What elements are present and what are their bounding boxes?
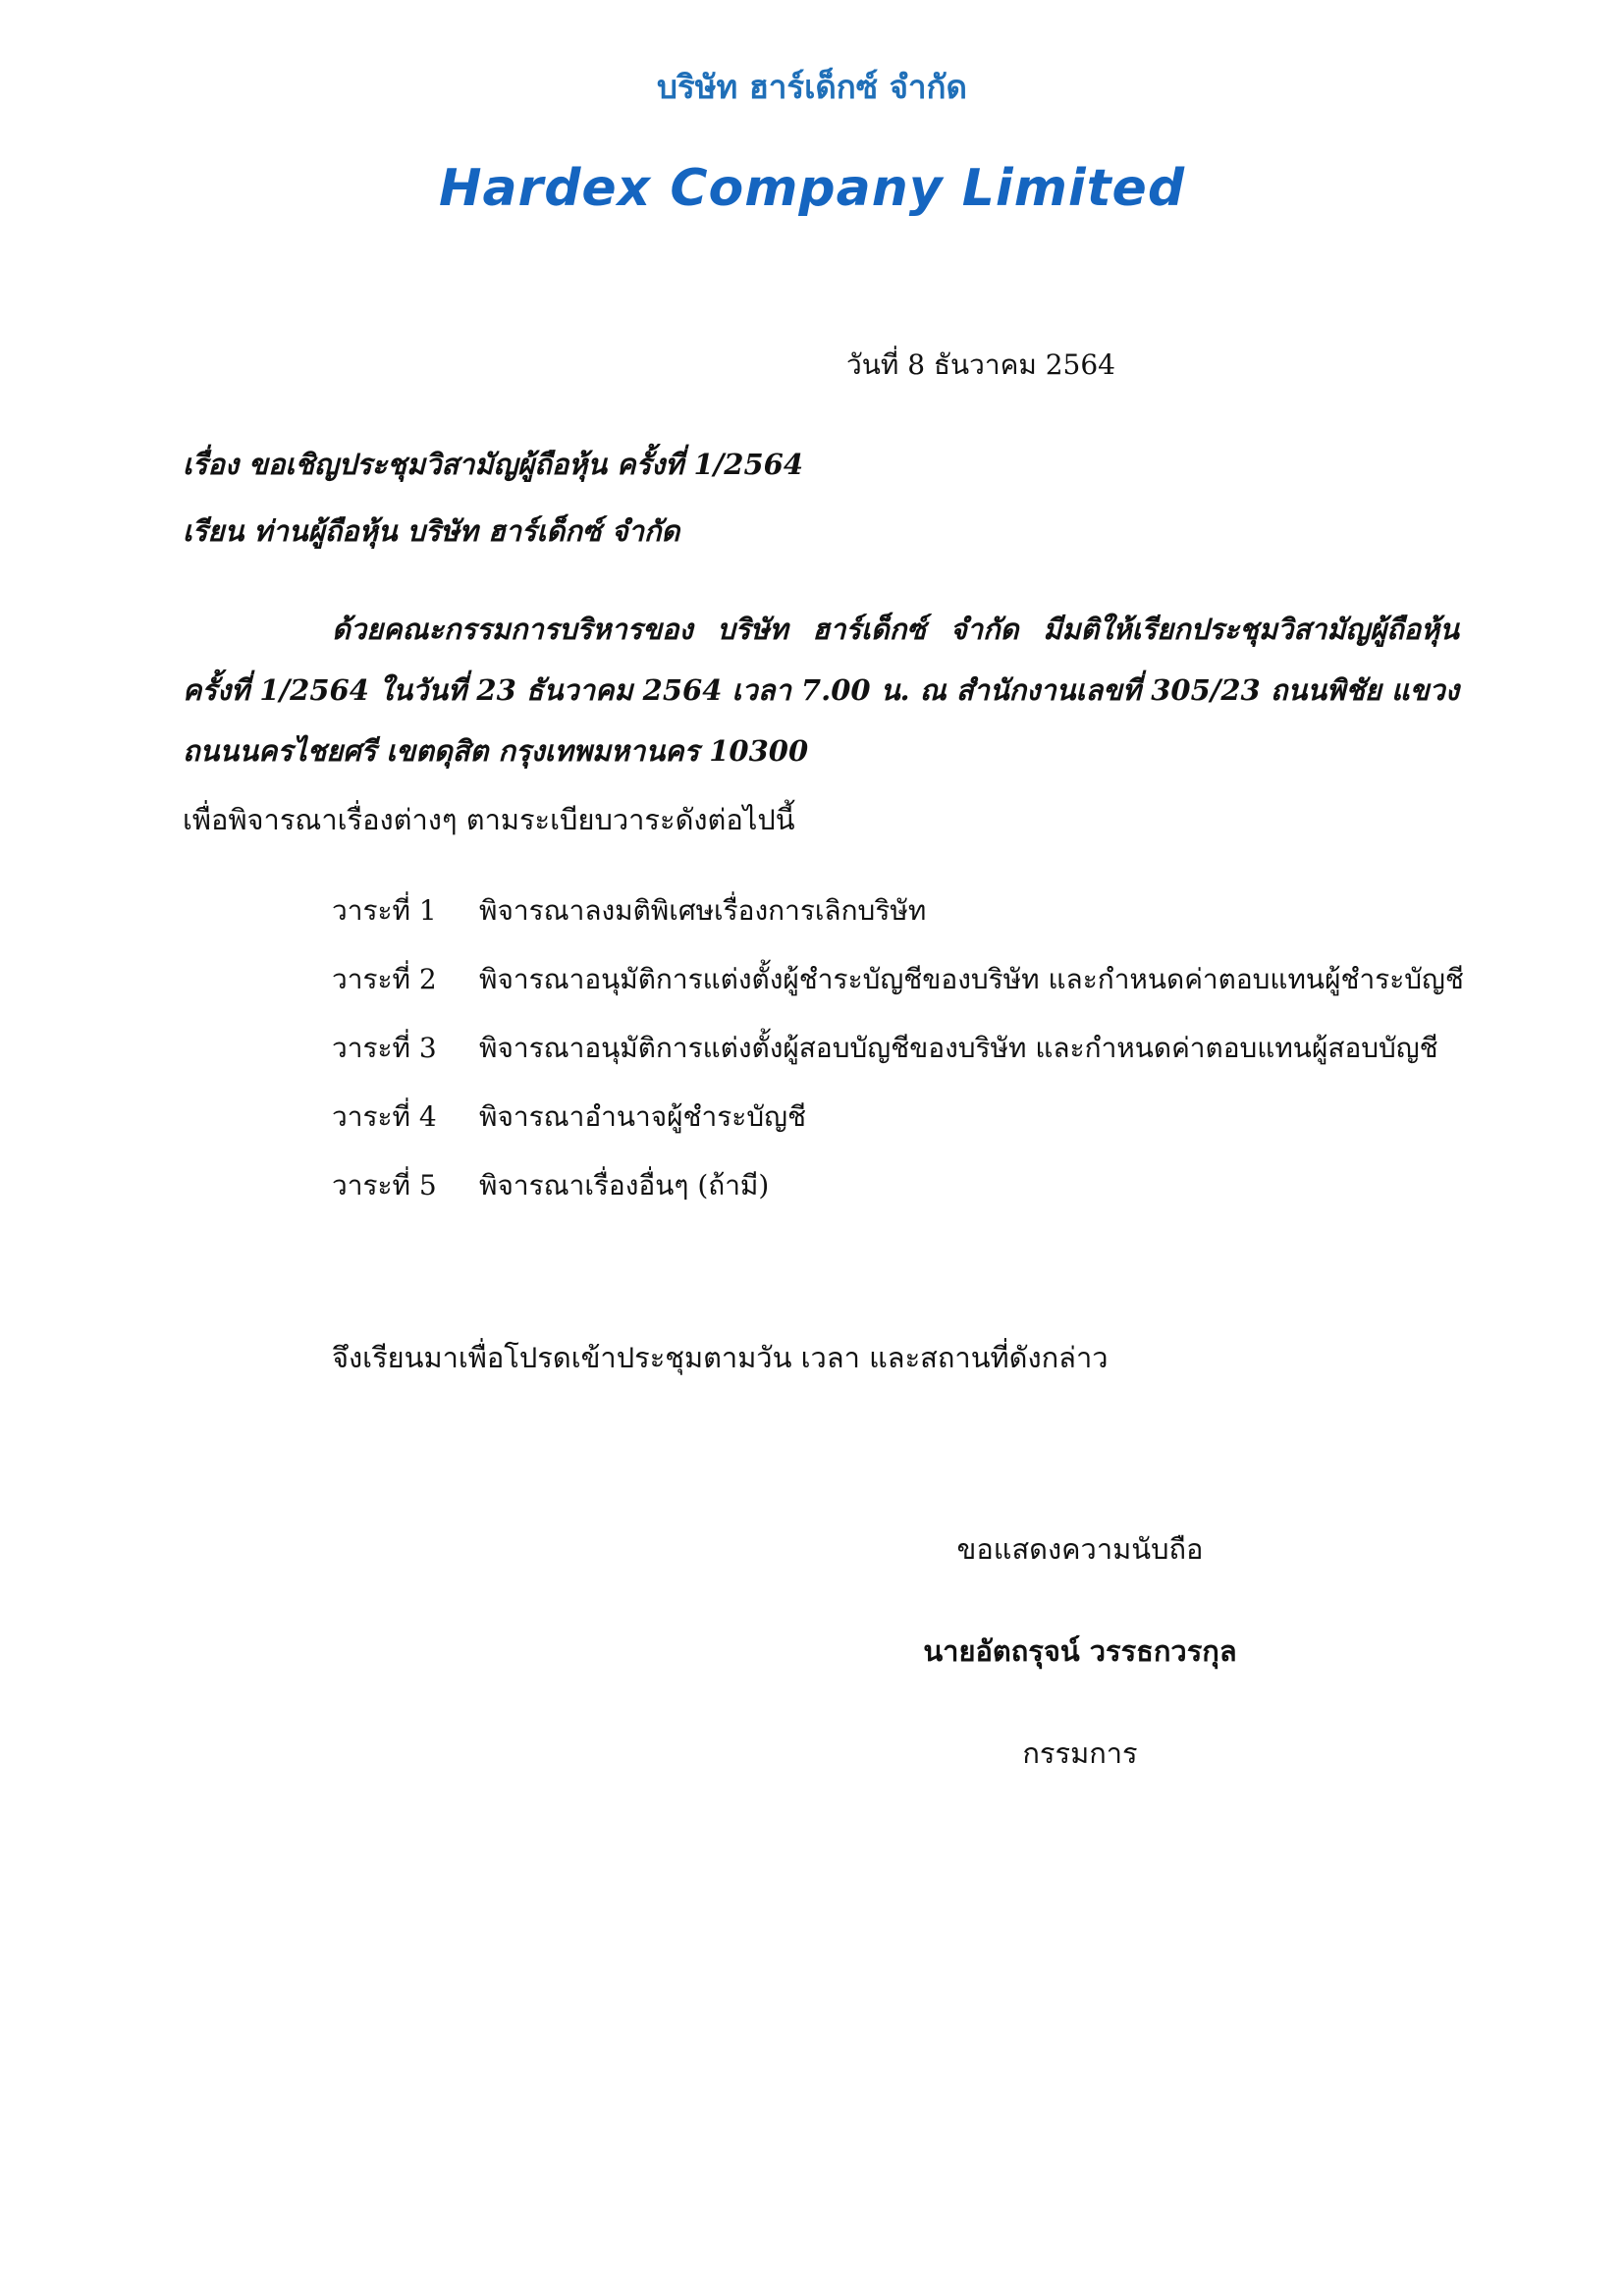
- agenda-item: [332, 889, 1559, 958]
- intro-paragraph: ด้วยคณะกรรมการบริหารของ บริษัท ฮาร์เด็กซ์ จำกัด มีมติให้เรียกประชุมวิสามัญผู้ถือหุ้น ครั้งที่ 1/2564 ในวันที่ 23 ธันวาคม 2564 เวลา 7.00 น. ณ สำนักงานเลขที่ 305/23 ถนนพิชัย แขวงถนนนครไชยศรี เขตดุสิต กรุงเทพมหานคร 10300: [183, 613, 1459, 768]
- company-name-thai: บริษัท ฮาร์เด็กซ์ จำกัด: [657, 68, 967, 106]
- closing-sentence: จึงเรียนมาเพื่อโปรดเข้าประชุมตามวัน เวลา และสถานที่ดังกล่าว: [332, 1341, 1109, 1374]
- signature-block: [884, 1526, 1276, 1776]
- company-name-english: Hardex Company Limited: [438, 159, 1186, 218]
- agenda-number: วาระที่ 4: [332, 1100, 437, 1133]
- agenda-text: พิจารณาเรื่องอื่นๆ (ถ้ามี): [479, 1169, 770, 1201]
- letter-date: วันที่ 8 ธันวาคม 2564: [846, 348, 1115, 381]
- agenda-number: วาระที่ 5: [332, 1169, 437, 1201]
- agenda-text: พิจารณาลงมติพิเศษเรื่องการเลิกบริษัท: [479, 894, 927, 927]
- agenda-number: วาระที่ 1: [332, 894, 437, 927]
- agenda-text: พิจารณาอนุมัติการแต่งตั้งผู้ชำระบัญชีของบริษัท และกำหนดค่าตอบแทนผู้ชำระบัญชี: [479, 963, 1464, 995]
- signatory-title: กรรมการ: [1022, 1736, 1138, 1770]
- agenda-number: วาระที่ 3: [332, 1032, 437, 1064]
- agenda-item: [332, 958, 1559, 1027]
- agenda-lead: เพื่อพิจารณาเรื่องต่างๆ ตามระเบียบวาระดังต่อไปนี้: [183, 803, 795, 836]
- agenda-item: [332, 1027, 1559, 1095]
- agenda-item: [332, 1164, 1559, 1233]
- agenda-number: วาระที่ 2: [332, 963, 437, 995]
- letter-subject: เรื่อง ขอเชิญประชุมวิสามัญผู้ถือหุ้น ครั้งที่ 1/2564: [183, 448, 803, 481]
- agenda-list: [332, 889, 1559, 1233]
- agenda-text: พิจารณาอำนาจผู้ชำระบัญชี: [479, 1100, 806, 1133]
- agenda-text: พิจารณาอนุมัติการแต่งตั้งผู้สอบบัญชีของบริษัท และกำหนดค่าตอบแทนผู้สอบบัญชี: [479, 1032, 1438, 1064]
- signatory-name: นายอัตถรุจน์ วรรธกวรกุล: [923, 1634, 1237, 1668]
- letter-recipient: เรียน ท่านผู้ถือหุ้น บริษัท ฮาร์เด็กซ์ จำกัด: [183, 514, 680, 548]
- signature-regards: ขอแสดงความนับถือ: [956, 1532, 1204, 1566]
- agenda-item: [332, 1095, 1559, 1164]
